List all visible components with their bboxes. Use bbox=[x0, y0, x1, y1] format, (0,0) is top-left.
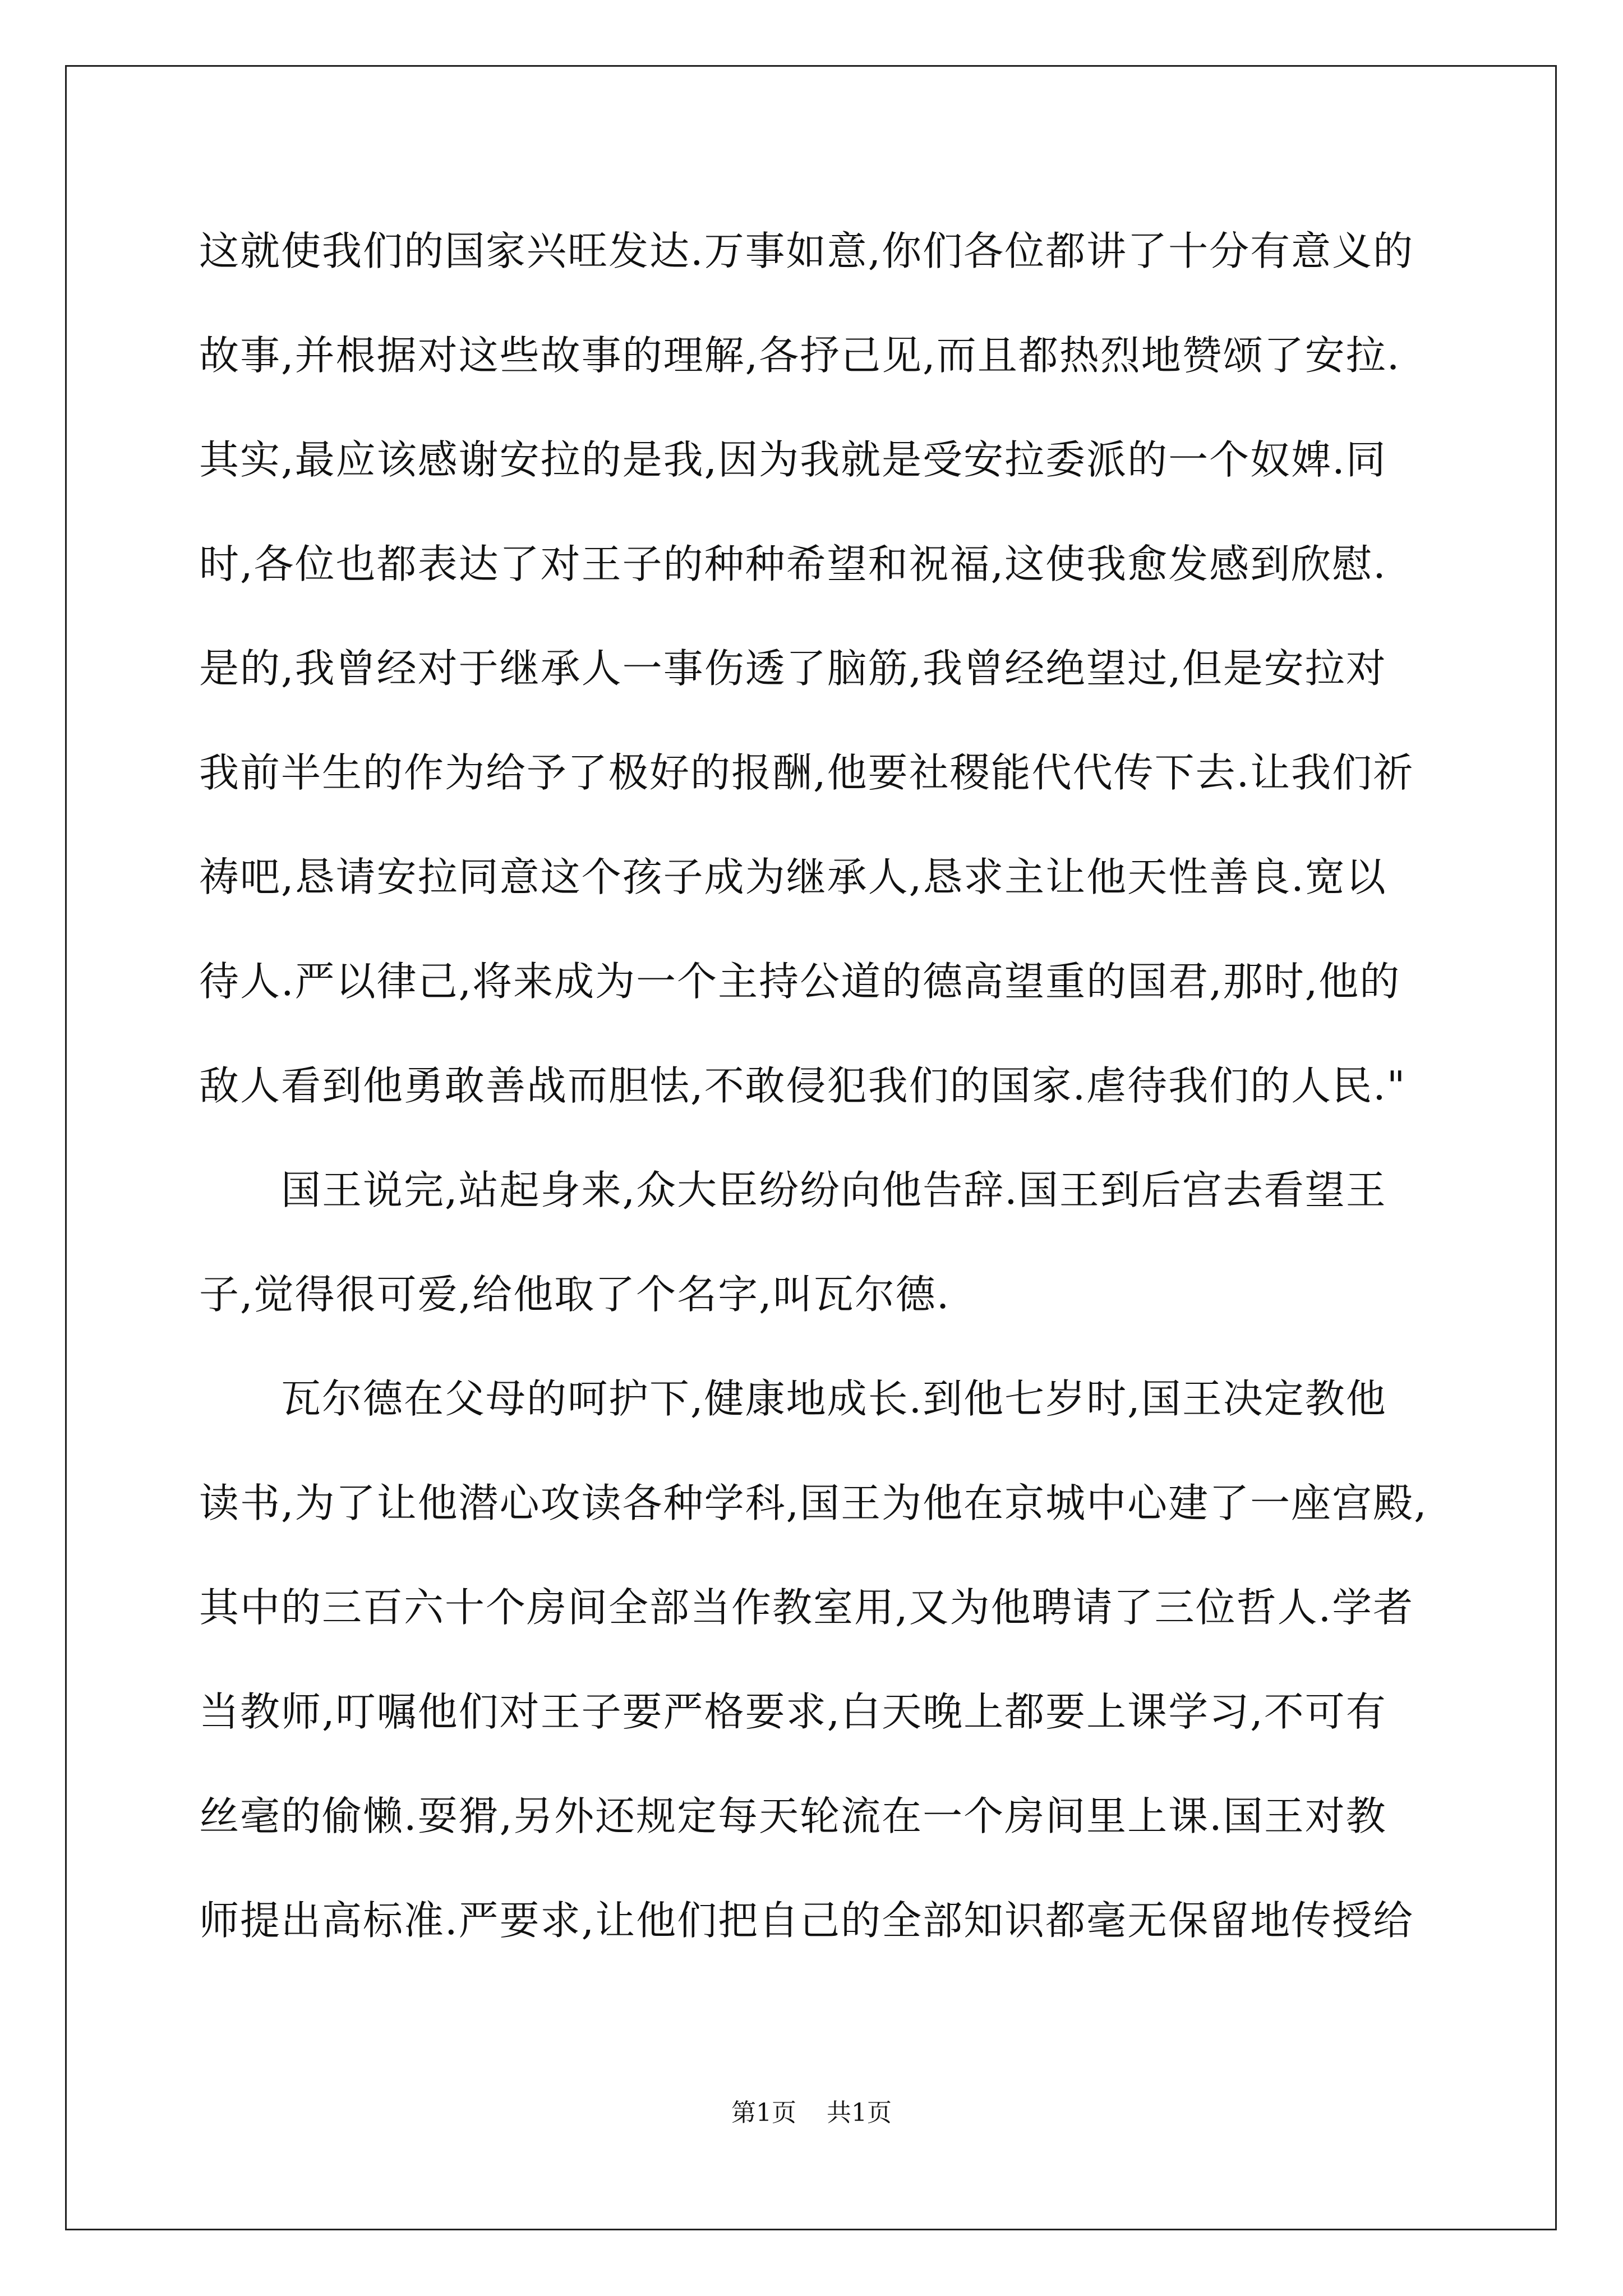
text-line: 读书,为了让他潜心攻读各种学科,国王为他在京城中心建了一座宫殿, bbox=[199, 1480, 1428, 1526]
text-line: 待人.严以律己,将来成为一个主持公道的德高望重的国君,那时,他的 bbox=[199, 958, 1401, 1005]
text-line: 祷吧,恳请安拉同意这个孩子成为继承人,恳求主让他天性善良.宽以 bbox=[199, 854, 1387, 900]
paragraph-start-line: 瓦尔德在父母的呵护下,健康地成长.到他七岁时,国王决定教他 bbox=[199, 1375, 1387, 1422]
text-line: 师提出高标准.严要求,让他们把自己的全部知识都毫无保留地传授给 bbox=[199, 1897, 1414, 1944]
paragraph-start-line: 国王说完,站起身来,众大臣纷纷向他告辞.国王到后宫去看望王 bbox=[199, 1167, 1387, 1213]
text-line: 时,各位也都表达了对王子的种种希望和祝福,这使我愈发感到欣慰. bbox=[199, 541, 1387, 587]
text-line: 当教师,叮嘱他们对王子要严格要求,白天晚上都要上课学习,不可有 bbox=[199, 1688, 1387, 1735]
page-number-total: 共1页 bbox=[827, 2099, 892, 2127]
text-line: 其中的三百六十个房间全部当作教室用,又为他聘请了三位哲人.学者 bbox=[199, 1584, 1414, 1631]
text-line: 我前半生的作为给予了极好的报酬,他要社稷能代代传下去.让我们祈 bbox=[199, 749, 1414, 796]
text-line: 其实,最应该感谢安拉的是我,因为我就是受安拉委派的一个奴婢.同 bbox=[199, 436, 1387, 483]
page-footer bbox=[0, 2092, 1623, 2128]
text-line: 丝毫的偷懒.耍猾,另外还规定每天轮流在一个房间里上课.国王对教 bbox=[199, 1793, 1387, 1839]
text-line: 敌人看到他勇敢善战而胆怯,不敢侵犯我们的国家.虐待我们的人民." bbox=[199, 1062, 1407, 1109]
page-number-current: 第1页 bbox=[731, 2099, 796, 2127]
text-line: 是的,我曾经对于继承人一事伤透了脑筋,我曾经绝望过,但是安拉对 bbox=[199, 645, 1387, 692]
text-line: 子,觉得很可爱,给他取了个名字,叫瓦尔德. bbox=[199, 1271, 951, 1318]
text-line: 这就使我们的国家兴旺发达.万事如意,你们各位都讲了十分有意义的 bbox=[199, 228, 1414, 274]
text-line: 故事,并根据对这些故事的理解,各抒己见,而且都热烈地赞颂了安拉. bbox=[199, 332, 1401, 379]
document-body bbox=[199, 208, 1433, 1981]
